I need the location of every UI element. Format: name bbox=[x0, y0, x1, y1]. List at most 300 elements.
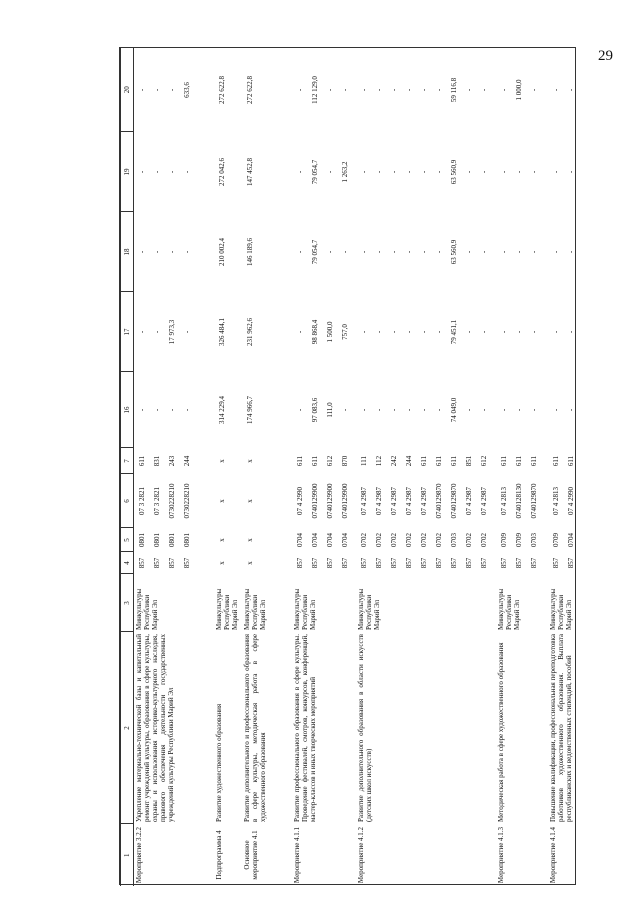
data-value: - bbox=[138, 330, 146, 334]
data-value: - bbox=[419, 408, 428, 412]
data-value: 0740129870 bbox=[449, 483, 458, 519]
data-value: - bbox=[529, 250, 538, 254]
measure-label-cell: Мероприятие 4.1.2 bbox=[356, 826, 365, 884]
data-value: 07 4 2813 bbox=[499, 487, 508, 515]
data-column-cell bbox=[214, 132, 242, 212]
data-column-cell bbox=[292, 448, 356, 474]
data-column-cell bbox=[242, 448, 292, 474]
table-row bbox=[548, 48, 588, 886]
header-cell: 2 bbox=[121, 632, 134, 824]
data-value: - bbox=[419, 330, 428, 334]
data-column-cell bbox=[548, 48, 588, 132]
data-value: 74 049,0 bbox=[449, 397, 458, 423]
data-column-cell bbox=[134, 292, 214, 372]
data-column-cell bbox=[242, 132, 292, 212]
data-column-cell bbox=[356, 372, 496, 448]
rotated-table-container bbox=[120, 48, 577, 886]
data-value: 611 bbox=[310, 455, 319, 467]
table-row bbox=[356, 48, 496, 886]
data-value: 63 560,9 bbox=[449, 159, 458, 185]
data-value: 633,6 bbox=[183, 82, 191, 98]
header-cell: 19 bbox=[121, 132, 134, 212]
data-value: 0740129870 bbox=[434, 483, 443, 519]
table-row bbox=[242, 48, 292, 886]
data-value: 07 4 2987 bbox=[419, 487, 428, 515]
data-value: - bbox=[340, 88, 349, 92]
data-value: 851 bbox=[464, 455, 473, 467]
data-value: 07 4 2987 bbox=[374, 487, 383, 515]
data-column-cell bbox=[496, 372, 548, 448]
data-value: - bbox=[404, 170, 413, 174]
data-value: 79 451,1 bbox=[449, 319, 458, 345]
data-column-cell bbox=[548, 474, 588, 528]
data-value: 857 bbox=[374, 557, 383, 569]
data-column-cell bbox=[242, 372, 292, 448]
data-value: 244 bbox=[404, 455, 413, 467]
data-column-cell bbox=[134, 448, 214, 474]
data-value: - bbox=[499, 88, 508, 92]
data-column-cell bbox=[548, 528, 588, 552]
data-value: - bbox=[183, 250, 191, 254]
table-row bbox=[214, 48, 242, 886]
data-value: 857 bbox=[434, 557, 443, 569]
data-value: 174 966,7 bbox=[245, 396, 254, 424]
data-value: - bbox=[434, 408, 443, 412]
data-value: 07 4 2987 bbox=[479, 487, 488, 515]
data-column-cell bbox=[134, 552, 214, 574]
data-value: - bbox=[404, 88, 413, 92]
data-value: - bbox=[359, 330, 368, 334]
data-value: 242 bbox=[389, 455, 398, 467]
data-column-cell bbox=[356, 528, 496, 552]
data-value: 611 bbox=[514, 455, 523, 467]
data-value: 07 3 2821 bbox=[138, 487, 146, 515]
data-column-cell bbox=[292, 132, 356, 212]
data-value: 611 bbox=[138, 455, 146, 467]
data-value: 147 452,8 bbox=[245, 158, 254, 186]
data-value: - bbox=[434, 170, 443, 174]
data-value: 0702 bbox=[419, 533, 428, 547]
data-value: х bbox=[217, 499, 226, 503]
data-value: - bbox=[566, 250, 575, 254]
data-value: х bbox=[217, 538, 226, 542]
data-value: - bbox=[340, 408, 349, 412]
data-column-cell bbox=[214, 528, 242, 552]
data-value: - bbox=[464, 330, 473, 334]
data-value: 07 3 2821 bbox=[153, 487, 161, 515]
data-value: - bbox=[153, 170, 161, 174]
data-value: - bbox=[340, 250, 349, 254]
data-value: 611 bbox=[566, 455, 575, 467]
data-value: 0703 bbox=[529, 533, 538, 547]
data-value: 611 bbox=[551, 455, 560, 467]
header-cell: 20 bbox=[121, 48, 134, 132]
data-value: - bbox=[168, 250, 176, 254]
data-value: - bbox=[529, 170, 538, 174]
data-value: 0801 bbox=[168, 533, 176, 547]
data-value: 611 bbox=[529, 455, 538, 467]
data-value: 231 962,6 bbox=[245, 318, 254, 346]
data-value: 612 bbox=[479, 455, 488, 467]
measure-name-cell: Повышение квалификации, профессиональная переподготовка работников художественного образования. Выплата республиканских и ведомственных стипендий, пособий bbox=[548, 634, 573, 822]
data-column-cell bbox=[292, 372, 356, 448]
data-value: 0702 bbox=[359, 533, 368, 547]
executor-cell: Минкультуры Республики Марий Эл bbox=[242, 588, 267, 630]
data-value: 0702 bbox=[479, 533, 488, 547]
data-value: - bbox=[566, 88, 575, 92]
data-value: - bbox=[551, 170, 560, 174]
data-column-cell bbox=[214, 292, 242, 372]
executor-cell: Минкультуры Республики Марий Эл bbox=[496, 588, 521, 630]
budget-table bbox=[120, 48, 588, 886]
data-value: 0704 bbox=[295, 533, 304, 547]
data-value: 0702 bbox=[389, 533, 398, 547]
data-value: 79 054,7 bbox=[310, 239, 319, 265]
data-value: 17 973,3 bbox=[168, 319, 176, 345]
data-value: 0801 bbox=[183, 533, 191, 547]
data-value: 0709 bbox=[551, 533, 560, 547]
data-column-cell bbox=[496, 474, 548, 528]
data-value: 857 bbox=[449, 557, 458, 569]
data-value: 857 bbox=[419, 557, 428, 569]
data-column-cell bbox=[548, 372, 588, 448]
data-value: 146 189,6 bbox=[245, 238, 254, 266]
data-value: - bbox=[138, 250, 146, 254]
data-value: - bbox=[295, 88, 304, 92]
data-value: 857 bbox=[514, 557, 523, 569]
table-row bbox=[292, 48, 356, 886]
data-value: - bbox=[359, 408, 368, 412]
data-value: - bbox=[389, 88, 398, 92]
measure-label-cell: Мероприятие 3.2.2 bbox=[135, 826, 143, 884]
header-cell: 3 bbox=[121, 574, 134, 632]
data-value: - bbox=[389, 250, 398, 254]
data-value: 857 bbox=[389, 557, 398, 569]
data-value: 326 484,1 bbox=[217, 318, 226, 346]
data-column-cell bbox=[496, 212, 548, 292]
data-value: 112 129,0 bbox=[310, 76, 319, 104]
data-value: 0740129900 bbox=[340, 483, 349, 519]
data-column-cell bbox=[548, 292, 588, 372]
data-value: - bbox=[514, 170, 523, 174]
data-value: 611 bbox=[419, 455, 428, 467]
data-value: - bbox=[295, 170, 304, 174]
data-value: - bbox=[295, 330, 304, 334]
header-cell: 1 bbox=[121, 824, 134, 886]
data-value: 112 bbox=[374, 455, 383, 467]
measure-label-cell: Подпрограмма 4 bbox=[214, 830, 223, 880]
measure-name-cell: Укрепление материально-технической базы и капитальный ремонт учреждений культуры, образования в сфере культуры, охраны и использования историко-культурного наследия, правового обеспечения деятельности государственных учреждений культуры Республики Марий Эл bbox=[135, 634, 176, 822]
data-column-cell bbox=[242, 48, 292, 132]
data-value: - bbox=[359, 88, 368, 92]
data-value: - bbox=[389, 330, 398, 334]
header-cell: 6 bbox=[121, 474, 134, 528]
data-value: - bbox=[464, 170, 473, 174]
data-value: 857 bbox=[310, 557, 319, 569]
data-column-cell bbox=[134, 48, 214, 132]
data-value: 611 bbox=[499, 455, 508, 467]
header-cell: 5 bbox=[121, 528, 134, 552]
data-value: 857 bbox=[325, 557, 334, 569]
data-value: 79 054,7 bbox=[310, 159, 319, 185]
data-column-cell bbox=[548, 132, 588, 212]
data-column-cell bbox=[496, 132, 548, 212]
data-value: 97 083,6 bbox=[310, 397, 319, 423]
data-value: 857 bbox=[464, 557, 473, 569]
data-value: х bbox=[245, 561, 254, 565]
data-value: - bbox=[479, 170, 488, 174]
data-column-cell bbox=[548, 212, 588, 292]
data-value: - bbox=[183, 170, 191, 174]
data-value: 07 4 2987 bbox=[389, 487, 398, 515]
data-value: 63 560,9 bbox=[449, 239, 458, 265]
data-value: 0704 bbox=[325, 533, 334, 547]
data-column-cell bbox=[496, 292, 548, 372]
header-cell: 7 bbox=[121, 448, 134, 474]
data-value: 1 263,2 bbox=[340, 161, 349, 183]
data-value: 857 bbox=[551, 557, 560, 569]
data-column-cell bbox=[356, 212, 496, 292]
data-value: 0730228210 bbox=[183, 483, 191, 519]
data-column-cell bbox=[356, 48, 496, 132]
data-value: - bbox=[389, 170, 398, 174]
data-column-cell bbox=[134, 372, 214, 448]
data-column-cell bbox=[356, 552, 496, 574]
data-column-cell bbox=[496, 448, 548, 474]
data-value: - bbox=[514, 408, 523, 412]
data-column-cell bbox=[356, 292, 496, 372]
data-value: - bbox=[374, 330, 383, 334]
data-column-cell bbox=[496, 48, 548, 132]
measure-name-cell: Развитие дополнительного и профессионального образования в сфере культуры, методическая работа в сфере художественного образования bbox=[242, 634, 267, 822]
data-value: 0740129900 bbox=[310, 483, 319, 519]
data-value: - bbox=[499, 330, 508, 334]
data-column-cell bbox=[242, 552, 292, 574]
measure-label-cell: Мероприятие 4.1.4 bbox=[548, 826, 557, 884]
data-column-cell bbox=[242, 474, 292, 528]
data-column-cell bbox=[548, 448, 588, 474]
data-value: - bbox=[374, 250, 383, 254]
data-value: 0730228210 bbox=[168, 483, 176, 519]
data-value: 07 4 2990 bbox=[566, 487, 575, 515]
data-value: - bbox=[464, 88, 473, 92]
page-number: 29 bbox=[598, 48, 613, 64]
data-value: 857 bbox=[566, 557, 575, 569]
executor-cell: Минкультуры Республики Марий Эл bbox=[135, 588, 160, 630]
data-column-cell bbox=[292, 552, 356, 574]
data-column-cell bbox=[356, 474, 496, 528]
data-value: - bbox=[153, 330, 161, 334]
data-value: - bbox=[404, 330, 413, 334]
data-column-cell bbox=[548, 552, 588, 574]
data-value: 0704 bbox=[310, 533, 319, 547]
data-value: 314 229,4 bbox=[217, 396, 226, 424]
measure-label-cell: Мероприятие 4.1.1 bbox=[292, 826, 301, 884]
data-value: - bbox=[183, 330, 191, 334]
data-value: 612 bbox=[325, 455, 334, 467]
data-value: 0709 bbox=[499, 533, 508, 547]
data-value: - bbox=[153, 408, 161, 412]
data-value: 857 bbox=[499, 557, 508, 569]
data-value: - bbox=[183, 408, 191, 412]
data-value: 611 bbox=[434, 455, 443, 467]
data-value: 272 622,8 bbox=[217, 76, 226, 104]
data-value: 611 bbox=[449, 455, 458, 467]
data-value: х bbox=[245, 538, 254, 542]
data-column-cell bbox=[134, 528, 214, 552]
data-value: 07 4 2813 bbox=[551, 487, 560, 515]
data-value: - bbox=[464, 250, 473, 254]
data-column-cell bbox=[496, 528, 548, 552]
data-value: 857 bbox=[359, 557, 368, 569]
budget-table-frame bbox=[119, 47, 576, 885]
data-value: - bbox=[295, 408, 304, 412]
data-value: 111 bbox=[359, 456, 368, 466]
data-value: - bbox=[434, 88, 443, 92]
data-column-cell bbox=[242, 292, 292, 372]
header-cell: 4 bbox=[121, 552, 134, 574]
data-value: - bbox=[551, 330, 560, 334]
data-value: - bbox=[551, 408, 560, 412]
data-value: х bbox=[245, 459, 254, 463]
data-value: - bbox=[419, 88, 428, 92]
data-value: х bbox=[217, 459, 226, 463]
data-value: - bbox=[325, 170, 334, 174]
data-value: 0702 bbox=[404, 533, 413, 547]
data-value: - bbox=[566, 330, 575, 334]
data-value: 857 bbox=[168, 557, 176, 569]
data-column-cell bbox=[214, 212, 242, 292]
executor-cell: Минкультуры Республики Марий Эл bbox=[356, 588, 381, 630]
data-value: - bbox=[434, 330, 443, 334]
data-value: - bbox=[419, 170, 428, 174]
data-value: 1 000,0 bbox=[514, 79, 523, 101]
measure-name-cell: Развитие профессионального образования в сфере культуры. Проведение фестивалей, смотров, конкурсов, конференций, мастер-классов и иных творческих мероприятий bbox=[292, 634, 317, 822]
data-value: 1 500,0 bbox=[325, 321, 334, 343]
data-column-cell bbox=[496, 552, 548, 574]
data-column-cell bbox=[214, 474, 242, 528]
header-cell: 16 bbox=[121, 372, 134, 448]
data-value: - bbox=[359, 170, 368, 174]
data-value: - bbox=[325, 88, 334, 92]
header-cell: 17 bbox=[121, 292, 134, 372]
data-value: - bbox=[404, 250, 413, 254]
data-column-cell bbox=[292, 528, 356, 552]
data-column-cell bbox=[242, 528, 292, 552]
data-value: 0702 bbox=[374, 533, 383, 547]
data-column-cell bbox=[214, 372, 242, 448]
data-column-cell bbox=[214, 48, 242, 132]
data-value: 59 116,8 bbox=[449, 77, 458, 103]
data-value: - bbox=[551, 88, 560, 92]
data-value: - bbox=[566, 408, 575, 412]
data-value: 0703 bbox=[449, 533, 458, 547]
data-value: - bbox=[529, 330, 538, 334]
measure-label-cell: Основное мероприятие 4.1 bbox=[242, 830, 259, 880]
data-value: - bbox=[168, 408, 176, 412]
data-value: 0704 bbox=[340, 533, 349, 547]
data-value: - bbox=[138, 88, 146, 92]
data-value: 831 bbox=[153, 455, 161, 467]
data-value: - bbox=[419, 250, 428, 254]
measure-name-cell: Развитие художественного образования bbox=[214, 703, 223, 822]
data-value: - bbox=[479, 408, 488, 412]
table-row bbox=[496, 48, 548, 886]
data-value: 07 4 2987 bbox=[464, 487, 473, 515]
data-value: - bbox=[499, 408, 508, 412]
data-value: - bbox=[551, 250, 560, 254]
data-value: 0740129900 bbox=[325, 483, 334, 519]
data-value: 757,0 bbox=[340, 324, 349, 340]
data-value: 272 622,8 bbox=[245, 76, 254, 104]
data-value: 07 4 2987 bbox=[359, 487, 368, 515]
data-value: 0702 bbox=[464, 533, 473, 547]
measure-name-cell: Методическая работа в сфере художественного образования bbox=[496, 642, 505, 822]
data-value: 0704 bbox=[566, 533, 575, 547]
data-value: - bbox=[374, 88, 383, 92]
data-value: 0709 bbox=[514, 533, 523, 547]
measure-name-cell: Развитие дополнительного образования в области искусств (детских школ искусств) bbox=[356, 634, 373, 822]
data-value: 857 bbox=[340, 557, 349, 569]
data-value: 857 bbox=[295, 557, 304, 569]
header-cell: 18 bbox=[121, 212, 134, 292]
data-value: - bbox=[404, 408, 413, 412]
data-column-cell bbox=[292, 48, 356, 132]
header-row bbox=[121, 48, 134, 886]
data-value: - bbox=[153, 250, 161, 254]
data-value: х bbox=[245, 499, 254, 503]
data-value: 07 4 2987 bbox=[404, 487, 413, 515]
data-value: 07 4 2990 bbox=[295, 487, 304, 515]
data-value: - bbox=[499, 250, 508, 254]
data-value: - bbox=[479, 88, 488, 92]
data-value: - bbox=[295, 250, 304, 254]
data-value: - bbox=[529, 88, 538, 92]
data-value: 857 bbox=[153, 557, 161, 569]
data-value: - bbox=[514, 250, 523, 254]
data-value: - bbox=[529, 408, 538, 412]
data-column-cell bbox=[292, 212, 356, 292]
data-value: 857 bbox=[479, 557, 488, 569]
data-column-cell bbox=[134, 474, 214, 528]
data-value: - bbox=[434, 250, 443, 254]
data-value: - bbox=[374, 170, 383, 174]
data-value: 0801 bbox=[138, 533, 146, 547]
data-value: 243 bbox=[168, 455, 176, 467]
data-value: 210 002,4 bbox=[217, 238, 226, 266]
data-value: - bbox=[138, 170, 146, 174]
data-value: 857 bbox=[404, 557, 413, 569]
data-value: 244 bbox=[183, 455, 191, 467]
data-value: 611 bbox=[295, 455, 304, 467]
data-value: 857 bbox=[183, 557, 191, 569]
data-column-cell bbox=[292, 292, 356, 372]
data-value: - bbox=[479, 250, 488, 254]
data-value: - bbox=[479, 330, 488, 334]
data-value: х bbox=[217, 561, 226, 565]
data-value: 0702 bbox=[434, 533, 443, 547]
data-value: - bbox=[566, 170, 575, 174]
data-value: - bbox=[374, 408, 383, 412]
data-column-cell bbox=[134, 212, 214, 292]
data-value: 111,0 bbox=[325, 402, 334, 418]
table-row bbox=[134, 48, 214, 886]
data-column-cell bbox=[134, 132, 214, 212]
data-value: 857 bbox=[529, 557, 538, 569]
data-column-cell bbox=[356, 448, 496, 474]
data-value: - bbox=[359, 250, 368, 254]
data-value: 98 868,4 bbox=[310, 319, 319, 345]
